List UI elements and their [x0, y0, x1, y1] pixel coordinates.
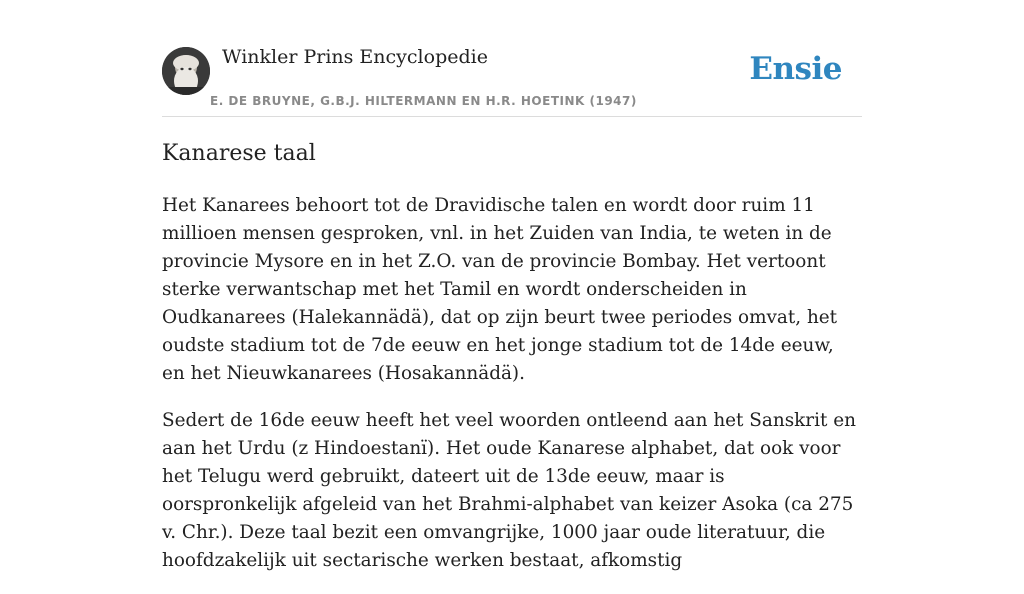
site-title[interactable]: Winkler Prins Encyclopedie	[222, 46, 488, 68]
site-header	[162, 0, 862, 117]
authors-credit: E. DE BRUYNE, G.B.J. HILTERMANN EN H.R. HOETINK (1947)	[210, 94, 637, 108]
article-paragraph: Het Kanarees behoort tot de Dravidische talen en wordt door ruim 11 millioen mensen gesproken, vnl. in het Zuiden van India, te weten in de provincie Mysore en in het Z.O. van de provincie Bombay. Het vertoont sterke verwantschap met het Tamil en wordt onderscheiden in Oudkanarees (Halekannädä), dat op zijn beurt twee periodes omvat, het oudste stadium tot de 7de eeuw en het jonge stadium tot de 14de eeuw, en het Nieuwkanarees (Hosakannädä).	[162, 195, 838, 384]
article-paragraph: Sedert de 16de eeuw heeft het veel woorden ontleend aan het Sanskrit en aan het Urdu (z Hindoestanï). Het oude Kanarese alphabet, dat ook voor het Telugu werd gebruikt, dateert uit de 13de eeuw, maar is oorspronkelijk afgeleid van het Brahmi-alphabet van keizer Asoka (ca 275 v. Chr.). Deze taal bezit een omvangrijke, 1000 jaar oude literatuur, die hoofdzakelijk uit sectarische werken bestaat, afkomstig	[162, 410, 856, 571]
article-title: Kanarese taal	[162, 141, 316, 166]
ensie-logo[interactable]: Ensie	[749, 51, 842, 87]
page-container	[162, 0, 862, 571]
avatar	[162, 47, 210, 95]
article-body	[162, 192, 862, 594]
bearded-man-portrait-icon	[162, 47, 210, 95]
